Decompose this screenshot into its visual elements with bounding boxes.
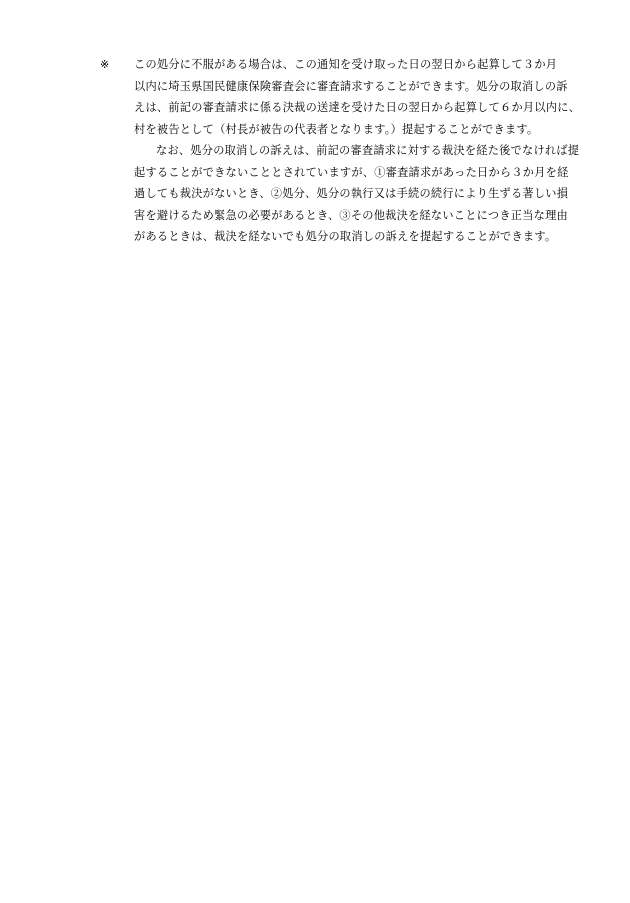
notice-line: 過しても裁決がないとき、②処分、処分の執行又は手続の続行により生ずる著しい損 (134, 188, 569, 200)
notice-line: 害を避けるため緊急の必要があるとき、③その他裁決を経ないことにつき正当な理由 (134, 209, 568, 222)
notice-line: えは、前記の審査請求に係る決裁の送達を受けた日の翌日から起算して６か月以内に、 (134, 102, 581, 114)
notice-line: があるときは、裁決を経ないでも処分の取消しの訴えを提起することができます。 (134, 231, 557, 243)
notice-line: 以内に埼玉県国民健康保険審査会に審査請求することができます。処分の取消しの訴 (134, 80, 568, 93)
notice-block (100, 55, 581, 249)
notice-line: なお、処分の取消しの訴えは、前記の審査請求に対する裁決を経た後でなければ提 (156, 145, 580, 157)
notice-body (134, 55, 580, 249)
notice-row (100, 55, 581, 249)
notice-line: 起することができないこととされていますが、①審査請求があった日から３か月を経 (134, 166, 569, 179)
notice-marker: ※ (100, 59, 110, 71)
notice-line: この処分に不服がある場合は、この通知を受け取った日の翌日から起算して３か月 (134, 59, 558, 71)
notice-line: 村を被告として（村長が被告の代表者となります。）提起することができます。 (134, 123, 539, 136)
